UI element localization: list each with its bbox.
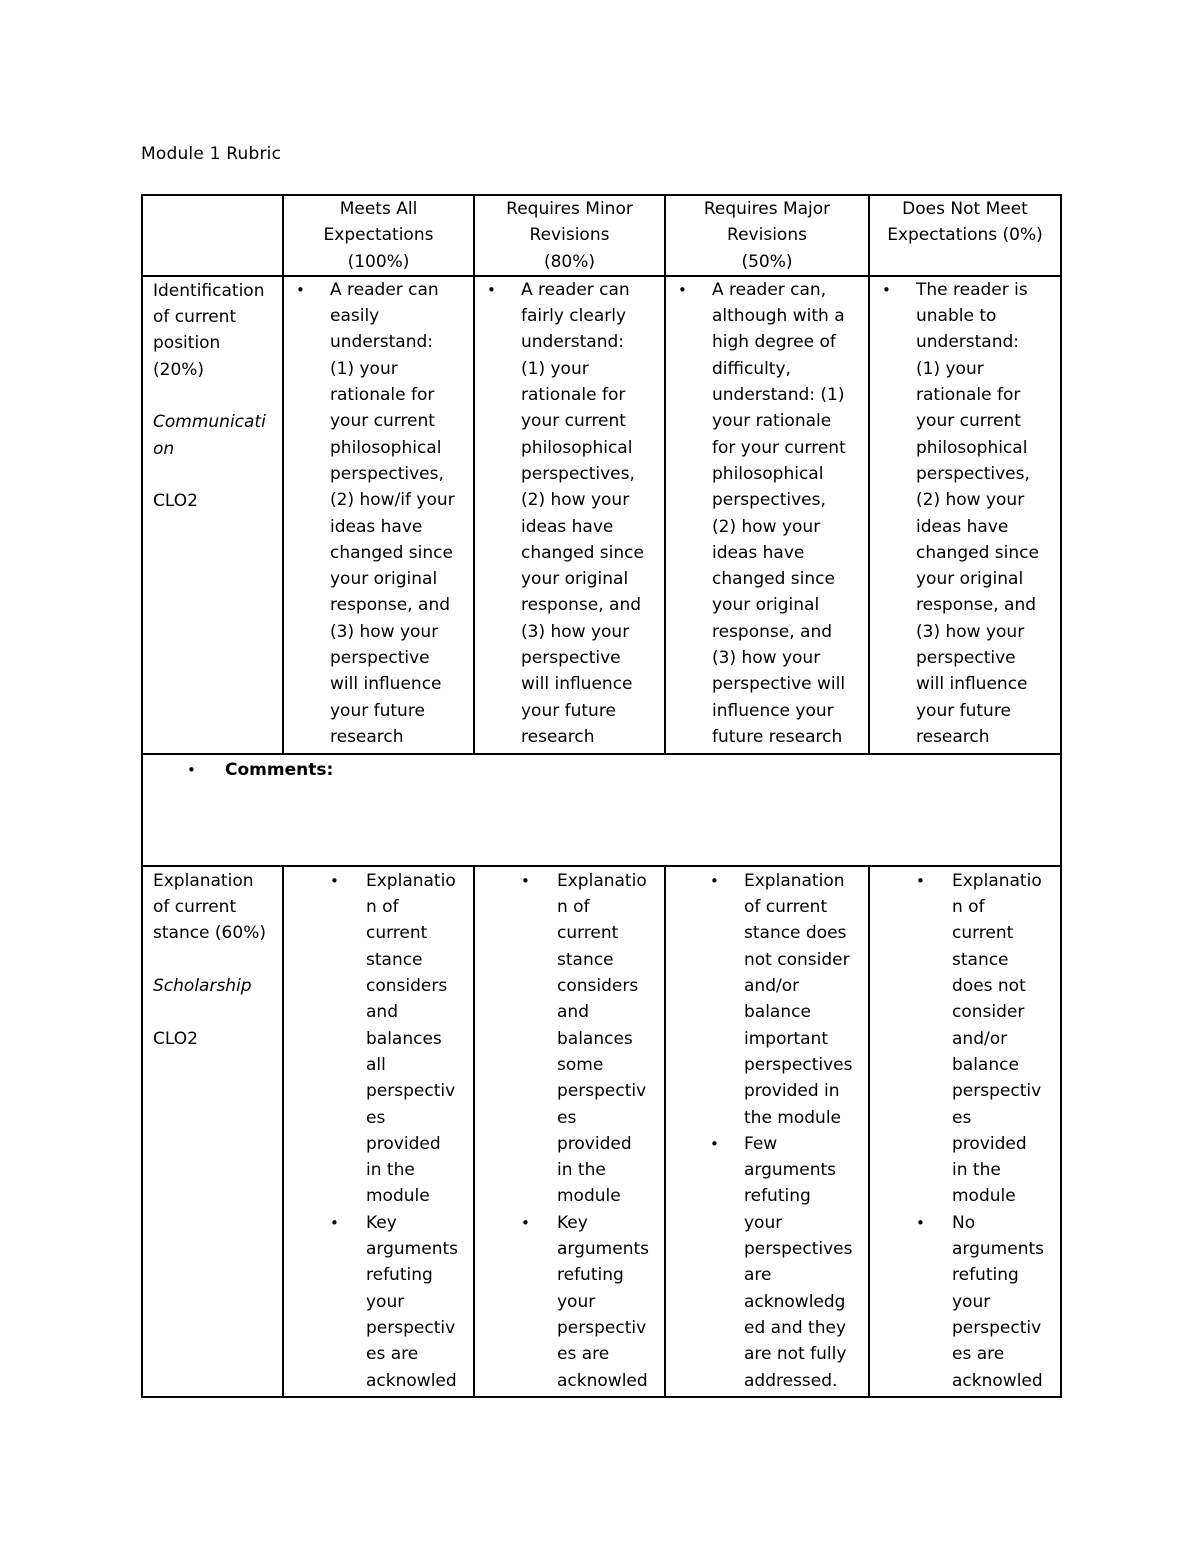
document-title: Module 1 Rubric (141, 144, 282, 164)
bullet-icon: • (710, 1134, 719, 1153)
level-cell-major (665, 276, 869, 754)
header-does-not-meet: Does Not Meet Expectations (0%) (869, 195, 1061, 276)
list-item: • Explanatio n of current stance considers and balances all perspectiv es provided in the module (284, 868, 473, 1210)
bullet-icon: • (296, 280, 305, 299)
criterion-name: Explanation of current stance (60%) (153, 870, 266, 944)
list-item: • The reader is unable to understand: (1) your rationale for your current philosophical perspectives, (2) how your ideas have changed since your original response, and (3) how your perspective will influence your future research (870, 277, 1060, 750)
criterion-row-explanation (142, 866, 1061, 1397)
criterion-clo: CLO2 (153, 1028, 198, 1049)
list-item: • A reader can fairly clearly understand: (1) your rationale for your current philosophical perspectives, (2) how your ideas have changed since your original response, and (3) how your perspective will influence your future research (475, 277, 664, 750)
list-item: • Key arguments refuting your perspectiv es are acknowled (475, 1210, 664, 1394)
header-row (142, 195, 1061, 276)
criterion-cell (142, 276, 283, 754)
bullet-icon: • (187, 760, 196, 779)
list-item: • Key arguments refuting your perspectiv es are acknowled (284, 1210, 473, 1394)
bullet-icon: • (678, 280, 687, 299)
level-cell-meets (283, 276, 474, 754)
criterion-cell (142, 866, 283, 1397)
list-item: • Explanatio n of current stance does not consider and/or balance perspectiv es provided in the module (870, 868, 1060, 1210)
list-item: • A reader can, although with a high degree of difficulty, understand: (1) your rationale for your current philosophical perspectives, (2) how your ideas have changed since your original response, and (3) how your perspective will influence your future research (666, 277, 868, 750)
bullet-icon: • (521, 871, 530, 890)
criterion-row-identification (142, 276, 1061, 754)
bullet-icon: • (916, 871, 925, 890)
criterion-category: Scholarship (153, 976, 252, 997)
comments-label: Comments: (225, 759, 334, 780)
criterion-clo: CLO2 (153, 491, 198, 512)
criterion-category: Communicati on (153, 412, 266, 459)
bullet-icon: • (882, 280, 891, 299)
comments-cell[interactable] (142, 754, 1061, 866)
bullet-icon: • (487, 280, 496, 299)
level-cell-not-meet (869, 866, 1061, 1397)
level-cell-minor (474, 866, 665, 1397)
header-empty-cell (142, 195, 283, 276)
list-item: • No arguments refuting your perspectiv es are acknowled (870, 1210, 1060, 1394)
rubric-table (141, 194, 1062, 1398)
level-cell-minor (474, 276, 665, 754)
bullet-icon: • (916, 1213, 925, 1232)
header-minor-revisions: Requires Minor Revisions (80%) (474, 195, 665, 276)
header-major-revisions: Requires Major Revisions (50%) (665, 195, 869, 276)
header-meets-all: Meets All Expectations (100%) (283, 195, 474, 276)
list-item: • Explanation of current stance does not consider and/or balance important perspectives provided in the module (666, 868, 868, 1131)
level-cell-meets (283, 866, 474, 1397)
comments-row (142, 754, 1061, 866)
bullet-icon: • (330, 871, 339, 890)
list-item: • A reader can easily understand: (1) your rationale for your current philosophical perspectives, (2) how/if your ideas have changed since your original response, and (3) how your perspective will influence your future research (284, 277, 473, 750)
bullet-icon: • (710, 871, 719, 890)
level-cell-not-meet (869, 276, 1061, 754)
criterion-name: Identification of current position (20%) (153, 280, 265, 380)
list-item: • Few arguments refuting your perspectives are acknowledg ed and they are not fully addressed. (666, 1131, 868, 1394)
level-cell-major (665, 866, 869, 1397)
bullet-icon: • (330, 1213, 339, 1232)
list-item: • Explanatio n of current stance considers and balances some perspectiv es provided in the module (475, 868, 664, 1210)
bullet-icon: • (521, 1213, 530, 1232)
